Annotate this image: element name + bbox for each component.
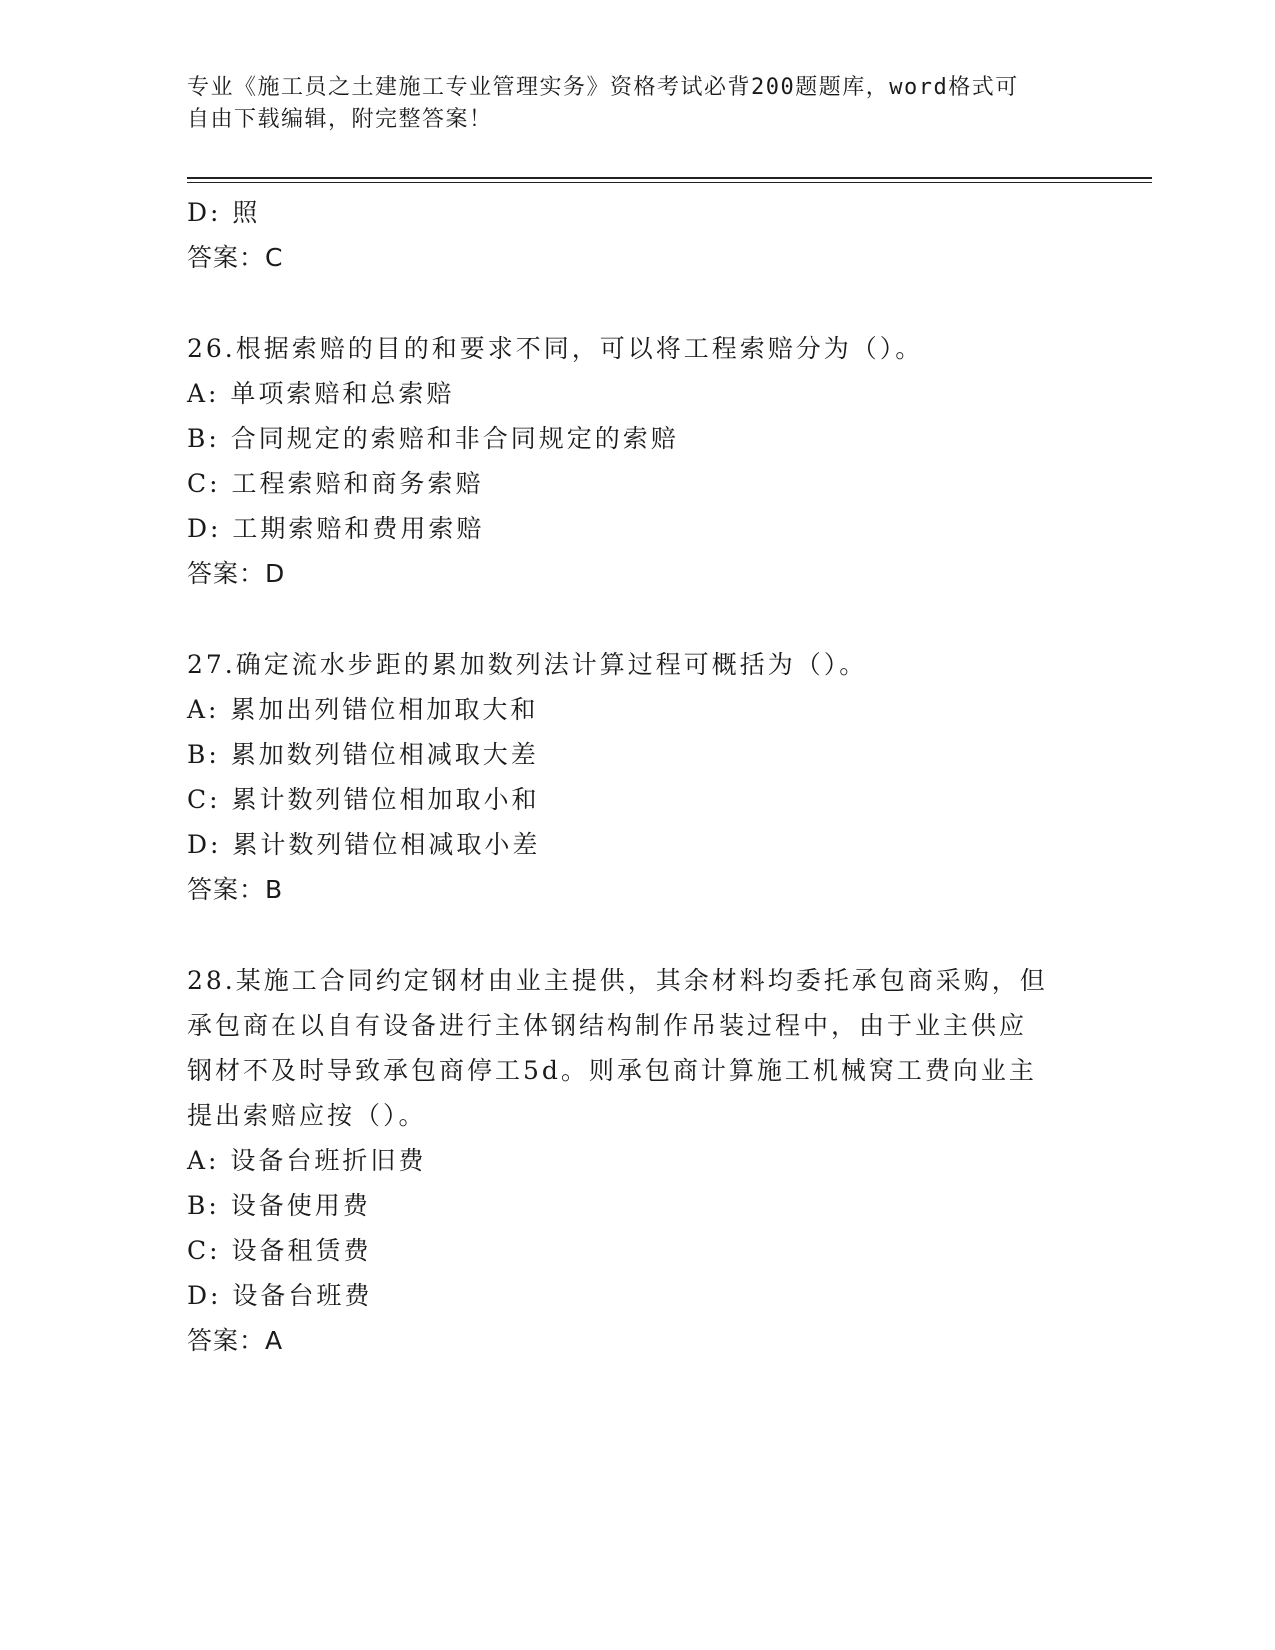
answer-line: 答案：B [187, 875, 284, 904]
answer-line: 答案：C [187, 243, 284, 272]
header-divider-thin [187, 182, 1152, 183]
question-stem-line-2: 承包商在以自有设备进行主体钢结构制作吊装过程中，由于业主供应 [187, 1011, 1028, 1040]
question-stem: 27.确定流水步距的累加数列法计算过程可概括为（）。 [187, 650, 868, 679]
option-c: C: 设备租赁费 [187, 1236, 372, 1265]
option-d: D: 照 [187, 198, 261, 227]
question-28 [187, 958, 1087, 1363]
option-b: B: 合同规定的索赔和非合同规定的索赔 [187, 424, 679, 453]
option-a: A: 单项索赔和总索赔 [187, 379, 455, 408]
question-stem: 26.根据索赔的目的和要求不同，可以将工程索赔分为（）。 [187, 334, 924, 363]
option-a: A: 设备台班折旧费 [187, 1146, 427, 1175]
option-c: C: 累计数列错位相加取小和 [187, 785, 540, 814]
question-stem-line-1: 28.某施工合同约定钢材由业主提供，其余材料均委托承包商采购，但 [187, 966, 1048, 995]
option-d: D: 累计数列错位相减取小差 [187, 830, 541, 859]
header-title-line-1: 专业《施工员之土建施工专业管理实务》资格考试必背200题题库，word格式可 [187, 75, 1019, 100]
header-divider-thick [187, 177, 1152, 179]
question-content [187, 190, 1087, 1363]
header-title-line-2: 自由下载编辑，附完整答案！ [187, 107, 493, 132]
option-d: D: 设备台班费 [187, 1281, 373, 1310]
answer-line: 答案：A [187, 1326, 284, 1355]
question-stem-line-4: 提出索赔应按（）。 [187, 1101, 427, 1130]
option-a: A: 累加出列错位相加取大和 [187, 695, 539, 724]
option-c: C: 工程索赔和商务索赔 [187, 469, 484, 498]
option-b: B: 设备使用费 [187, 1191, 371, 1220]
document-header [187, 72, 1067, 136]
answer-line: 答案：D [187, 559, 286, 588]
option-d: D: 工期索赔和费用索赔 [187, 514, 485, 543]
previous-question-tail [187, 190, 1087, 280]
question-27 [187, 642, 1087, 912]
option-b: B: 累加数列错位相减取大差 [187, 740, 539, 769]
question-26 [187, 326, 1087, 596]
question-stem-line-3: 钢材不及时导致承包商停工5d。则承包商计算施工机械窝工费向业主 [187, 1056, 1037, 1085]
